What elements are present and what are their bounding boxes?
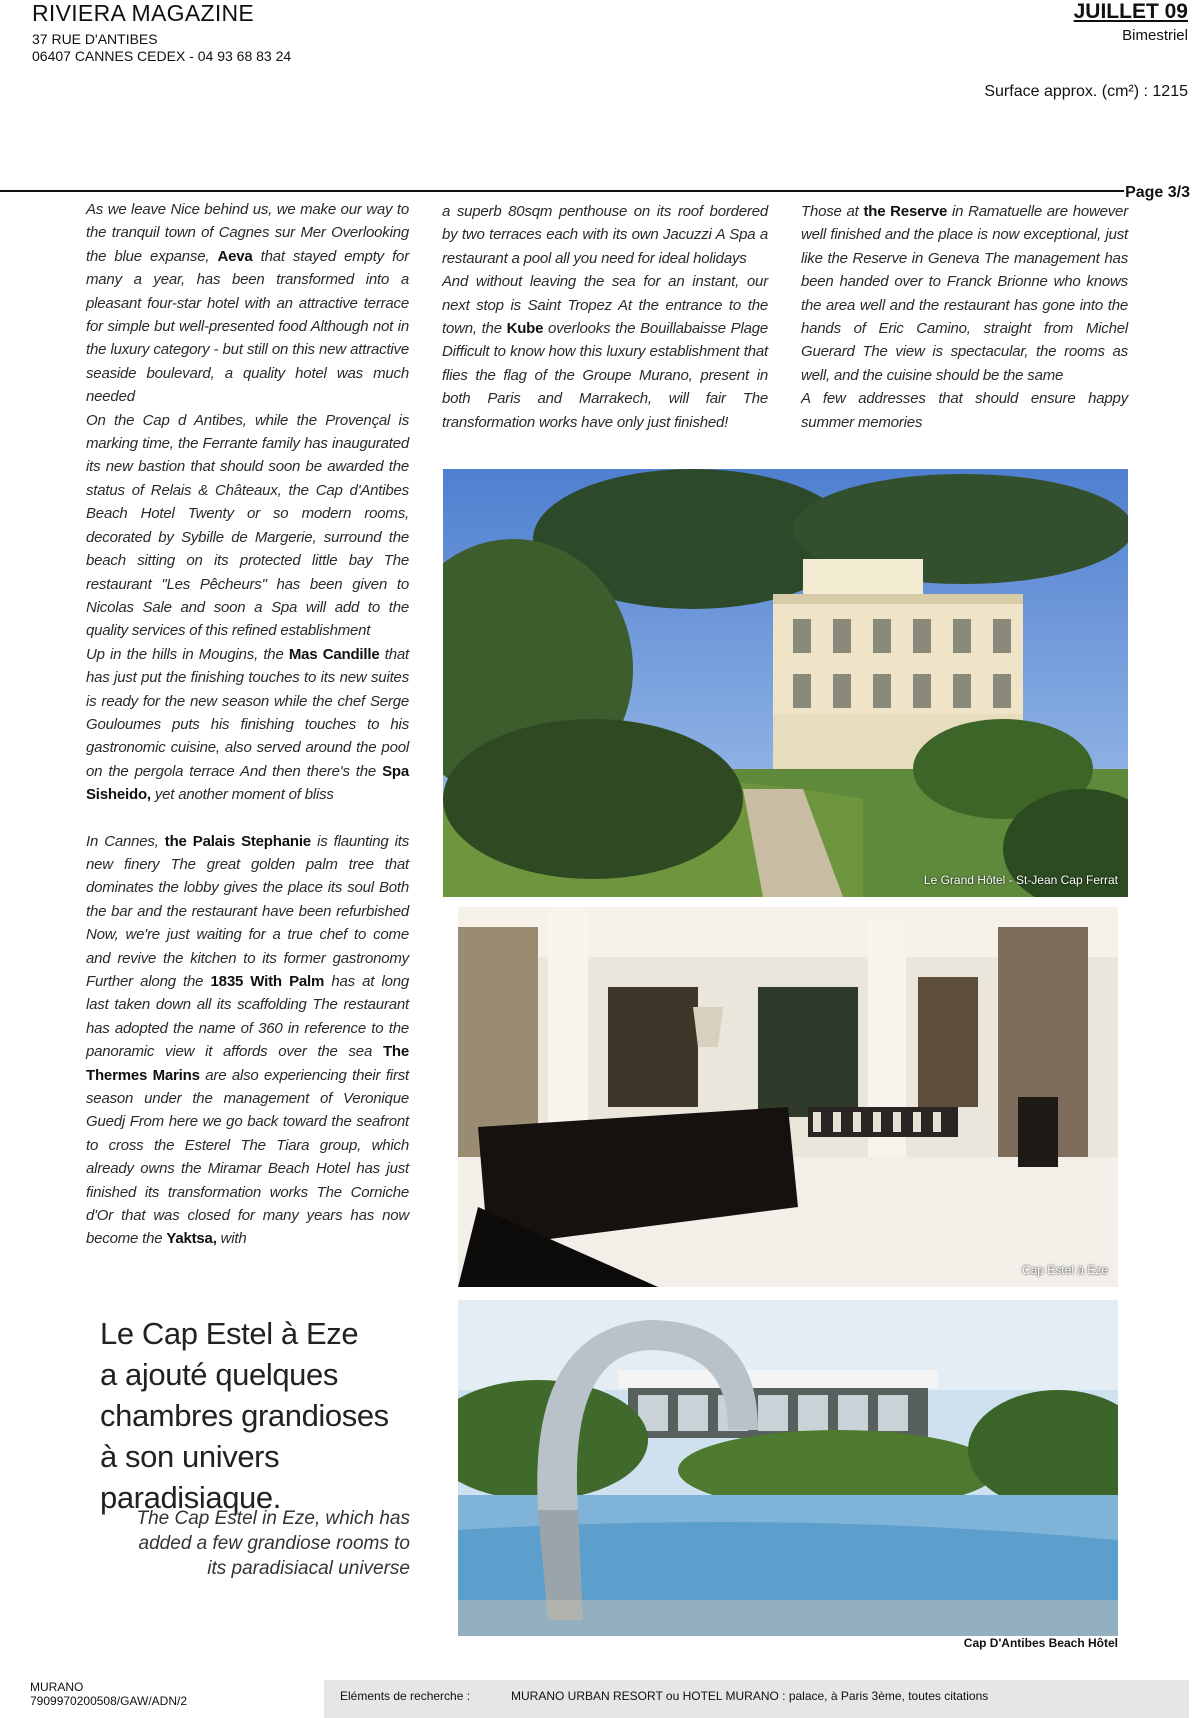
address-line-2: 06407 CANNES CEDEX - 04 93 68 83 24 <box>32 48 292 64</box>
hotel-name: Aeva <box>217 247 253 265</box>
article-column-1 <box>86 198 409 1251</box>
text: overlooks the Bouillabaisse Plage Difficult to know how this luxury establishment that flies the flag of the Groupe Murano, present in both Paris and Marrakech, will fair The transformation works have only just finished! <box>442 320 769 431</box>
text: that has just put the finishing touches to its new suites is ready for the new season while the chef Serge Gouloumes puts his finishing touches to his gastronomic cuisine, also served around the pool on the pergola terrace And then there's the <box>86 645 409 780</box>
text: Up in the hills in Mougins, the <box>86 645 284 663</box>
paragraph: A few addresses that should ensure happy summer memories <box>801 390 1128 431</box>
address-line-1: 37 RUE D'ANTIBES <box>32 31 158 47</box>
photo-cap-estel-interior <box>458 907 1118 1287</box>
client-ref: 7909970200508/GAW/ADN/2 <box>30 1694 187 1708</box>
issue-date: JUILLET 09 <box>1073 0 1188 23</box>
paragraph: On the Cap d Antibes, while the Provençal is marking time, the Ferrante family has inaugurated its new bastion that should soon be awarded the status of Relais & Châteaux, the Cap d'Antibes Beach Hotel Twenty or so modern rooms, decorated by Sybille de Margerie, surround the beach sitting on its protected little bay The restaurant "Les Pêcheurs" has been given to Nicolas Sale and soon a Spa will add to the quality services of this refined establishment <box>86 411 409 640</box>
quote-line: à son univers <box>100 1439 280 1474</box>
pull-quote-french <box>100 1313 440 1518</box>
quote-line: its paradisiacal universe <box>207 1558 410 1579</box>
text: In Cannes, <box>86 832 159 850</box>
paragraph <box>86 830 409 1251</box>
client-name: MURANO <box>30 1680 84 1694</box>
photo-grand-hotel <box>443 469 1128 897</box>
page-number: Page 3/3 <box>1125 184 1190 201</box>
header-rule <box>0 190 1124 192</box>
hotel-name: 1835 With Palm <box>210 973 325 990</box>
text: in Ramatuelle are however well finished and the place is now exceptional, just like the Reserve in Geneva The management has been handed over to Franck Brionne who knows the area well and the restaurant has gone into the hands of Eric Camino, straight from Michel Guerard The view is spectacular, the rooms as well, and the cuisine should be the same <box>801 203 1128 384</box>
text: with <box>220 1230 247 1248</box>
quote-line: a ajouté quelques <box>100 1357 338 1392</box>
search-terms: MURANO URBAN RESORT ou HOTEL MURANO : palace, à Paris 3ème, toutes citations <box>511 1689 989 1703</box>
text: yet another moment of bliss <box>154 786 334 804</box>
quote-line: Le Cap Estel à Eze <box>100 1316 359 1351</box>
photo-caption: Cap Estel à Eze <box>1021 1263 1108 1277</box>
search-label: Eléments de recherche : <box>340 1689 471 1703</box>
photo-caption: Le Grand Hôtel - St-Jean Cap Ferrat <box>923 873 1118 887</box>
paragraph: a superb 80sqm penthouse on its roof bordered by two terraces each with its own Jacuzzi A Spa a restaurant a pool all you need for ideal holidays <box>442 203 768 267</box>
hotel-name: Spa Sisheido, <box>86 762 409 804</box>
hotel-name: The Thermes Marins <box>86 1043 410 1084</box>
paragraph <box>86 198 409 409</box>
text: is flaunting its new finery The great golden palm tree that dominates the lobby gives the place its soul Both the bar and the restaurant have been refurbished Now, we're just waiting for a true chef to come and revive the kitchen to its former gastronomy Further along the <box>86 832 410 990</box>
hotel-name: Mas Candille <box>288 645 380 663</box>
paragraph <box>86 643 409 807</box>
quote-line: The Cap Estel in Eze, which has <box>136 1508 410 1529</box>
text: And without leaving the sea for an instant, our next stop is Saint Tropez At the entrance to the town, the <box>442 273 768 338</box>
publication-address <box>32 31 291 65</box>
quote-line: paradisiaque. <box>100 1480 281 1515</box>
text: has at long last taken down all its scaffolding The restaurant has adopted the name of 360 in reference to the panoramic view it affords over the sea <box>86 973 410 1061</box>
pull-quote-english <box>110 1506 410 1581</box>
hotel-name: Yaktsa, <box>166 1230 217 1248</box>
hotel-name: the Reserve <box>863 203 948 220</box>
text: As we leave Nice behind us, we make our way to the tranquil town of Cagnes sur Mer Overlooking the blue expanse, <box>86 201 409 265</box>
photo-caption: Cap D'Antibes Beach Hôtel <box>963 1636 1118 1650</box>
text: are also experiencing their first season under the management of Veronique Guedj From here we go back toward the seafront to cross the Esterel The Tiara group, which already owns the Miramar Beach Hotel has just finished its transformation works The Corniche d'Or that was closed for many years has now become the <box>86 1066 410 1248</box>
hotel-name: the Palais Stephanie <box>164 832 311 850</box>
hotel-name: Kube <box>506 320 544 338</box>
text: Those at <box>801 203 859 220</box>
paragraph <box>442 270 768 434</box>
article-column-3 <box>801 200 1128 434</box>
surface-area: Surface approx. (cm²) : 1215 <box>984 83 1188 100</box>
quote-line: added a few grandiose rooms to <box>138 1533 410 1554</box>
publication-name: RIVIERA MAGAZINE <box>32 0 255 26</box>
quote-line: chambres grandioses <box>100 1398 389 1433</box>
paragraph <box>801 200 1128 387</box>
photo-beach-hotel-pool <box>458 1300 1118 1636</box>
article-column-2 <box>442 200 768 434</box>
text: that stayed empty for many a year, has been transformed into a pleasant four-star hotel with an attractive terrace for simple but well-presented food Although not in the luxury category - but still on this new attractive seaside boulevard, a quality hotel was much needed <box>86 247 409 406</box>
frequency: Bimestriel <box>1122 27 1188 44</box>
